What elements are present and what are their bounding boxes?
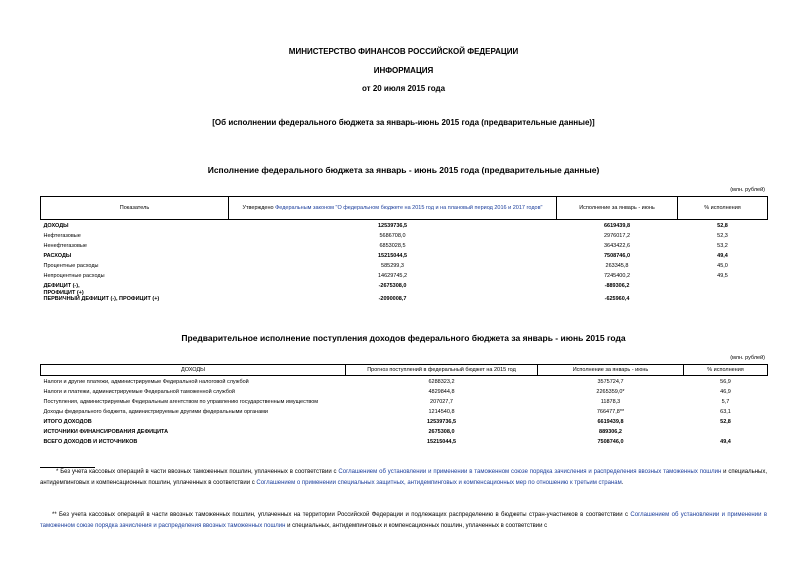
row-label: Поступления, администрируемые Федеральным агентством по управлению государственным имуществом <box>43 399 319 405</box>
row-executed: 6619439,8 <box>604 223 630 229</box>
row-executed: 263345,8 <box>605 263 629 269</box>
row-label: РАСХОДЫ <box>43 253 72 259</box>
ministry-title: МИНИСТЕРСТВО ФИНАНСОВ РОССИЙСКОЙ ФЕДЕРАЦИИ <box>288 47 519 56</box>
row-label: ВСЕГО ДОХОДОВ И ИСТОЧНИКОВ <box>43 439 138 445</box>
row-label: ИСТОЧНИКИ ФИНАНСИРОВАНИЯ ДЕФИЦИТА <box>43 429 169 435</box>
row-executed: 3643422,6 <box>604 243 630 249</box>
footnote-1-text-c: . <box>621 480 624 486</box>
footnote-2-text-b: и специальных, антидемпинговых и компенсационных пошлин, уплаченных в соответствии с <box>285 523 548 529</box>
row-approved: 585299,3 <box>381 263 404 269</box>
row-forecast: 2675308,0 <box>428 429 455 435</box>
row-percent: 56,9 <box>720 379 731 385</box>
row-executed: 3575724,7 <box>597 379 624 385</box>
row-executed: 2265359,0* <box>596 389 625 395</box>
row-label: Непроцентные расходы <box>43 273 105 279</box>
row-label: Ненефтегазовые <box>43 243 87 249</box>
income-body <box>41 376 768 450</box>
customs-agreement-link[interactable]: Соглашением об установлении и применении в таможенном союзе порядка зачисления и распределения ввозных таможенных пошлин <box>338 469 722 475</box>
row-approved: 5686708,0 <box>379 233 406 239</box>
row-forecast: 207027,7 <box>430 399 453 405</box>
table-header-row <box>41 197 768 220</box>
row-label: ИТОГО ДОХОДОВ <box>43 419 92 425</box>
column-header-execution: Исполнение за январь - июнь <box>538 365 684 376</box>
row-label: Налоги и платежи, администрируемые Федеральной таможенной службой <box>43 389 235 395</box>
budget-execution-body <box>41 220 768 307</box>
column-header-income: ДОХОДЫ <box>41 365 346 376</box>
table-row <box>41 283 768 296</box>
table-row <box>41 419 768 429</box>
column-header-execution: Исполнение за январь - июнь <box>557 197 678 220</box>
budget-execution-table <box>40 196 768 306</box>
column-header-percent: % исполнения <box>678 197 768 220</box>
row-executed: 11878,3 <box>600 399 621 405</box>
row-percent <box>678 283 768 296</box>
row-executed: 7508746,0 <box>597 439 624 445</box>
row-forecast: 1214540,8 <box>428 409 455 415</box>
row-forecast: 6288323,2 <box>428 379 455 385</box>
row-label: ПЕРВИЧНЫЙ ДЕФИЦИТ (-), ПРОФИЦИТ (+) <box>43 296 160 302</box>
row-percent <box>684 429 768 439</box>
table-row <box>41 439 768 449</box>
income-table <box>40 364 768 449</box>
row-executed: 6619439,8 <box>597 419 624 425</box>
row-percent: 52,8 <box>717 223 728 229</box>
row-percent: 5,7 <box>721 399 730 405</box>
table-row <box>41 253 768 263</box>
table-header-row <box>41 365 768 376</box>
info-title: ИНФОРМАЦИЯ <box>373 66 434 75</box>
row-approved: 6853028,5 <box>379 243 406 249</box>
row-label: ДОХОДЫ <box>43 223 69 229</box>
section2-title: Предварительное исполнение поступления доходов федерального бюджета за январь - июнь 2015 года <box>181 333 626 343</box>
column-header-forecast: Прогноз поступлений в федеральный бюджет на 2015 год <box>346 365 538 376</box>
document-subject: [Об исполнении федерального бюджета за январь-июнь 2015 года (предварительные данные)] <box>212 118 595 127</box>
federal-law-link[interactable]: Федеральным законом "О федеральном бюджете на 2015 год и на плановый период 2016 и 2017 годов" <box>275 205 543 211</box>
table-row <box>41 409 768 419</box>
row-label: Процентные расходы <box>43 263 99 269</box>
row-percent: 52,3 <box>717 233 728 239</box>
table-row <box>41 296 768 306</box>
row-label: ДЕФИЦИТ (-), ПРОФИЦИТ (+) <box>43 283 84 296</box>
row-executed: 766477,8** <box>596 409 625 415</box>
row-executed: 2976017,2 <box>604 233 630 239</box>
row-approved: -2675308,0 <box>378 283 407 289</box>
table-row <box>41 223 768 233</box>
row-approved: -2090008,7 <box>378 296 407 302</box>
row-forecast: 15215044,5 <box>426 439 457 445</box>
approved-prefix: Утверждено <box>242 205 276 211</box>
footnote-2 <box>40 510 767 532</box>
row-percent: 49,4 <box>720 439 731 445</box>
row-executed: 7508746,0 <box>604 253 630 259</box>
customs-agreement-link-2[interactable]: Соглашением об установлении и применении в таможенном союзе порядка зачисления и распределения ввозных таможенных пошлин <box>40 512 768 529</box>
row-label: Налоги и другие платежи, администрируемые Федеральной налоговой службой <box>43 379 249 385</box>
row-percent: 52,8 <box>720 419 731 425</box>
table-row <box>41 429 768 439</box>
row-percent: 46,9 <box>720 389 731 395</box>
row-executed: -625960,4 <box>604 296 630 302</box>
section2-units: (млн. рублей) <box>730 355 765 361</box>
table-row <box>41 263 768 273</box>
section1-title: Исполнение федерального бюджета за январь - июнь 2015 года (предварительные данные) <box>207 165 600 175</box>
column-header-approved <box>229 197 557 220</box>
row-approved: 14629745,2 <box>377 273 408 279</box>
document-date: от 20 июля 2015 года <box>361 84 446 93</box>
row-percent: 49,4 <box>717 253 728 259</box>
row-percent: 53,2 <box>717 243 728 249</box>
row-percent <box>678 296 768 306</box>
row-executed: -889306,2 <box>604 283 630 289</box>
table-row <box>41 233 768 243</box>
footnote-1-text-a: * Без учета кассовых операций в части ввозных таможенных пошлин, уплаченных в соответствии с <box>56 469 339 475</box>
table-row <box>41 243 768 253</box>
row-approved: 12539736,5 <box>377 223 408 229</box>
row-percent: 45,0 <box>717 263 728 269</box>
row-percent: 63,1 <box>720 409 731 415</box>
table-row <box>41 273 768 283</box>
row-label: Нефтегазовые <box>43 233 81 239</box>
row-executed: 889306,2 <box>599 429 622 435</box>
footnote-1-text-b: и специальных, антидемпинговых и компенсационных пошлин, уплаченных в соответствии с <box>40 469 768 486</box>
footnote-1 <box>40 467 767 489</box>
column-header-percent: % исполнения <box>684 365 768 376</box>
table-row <box>41 399 768 409</box>
table-row <box>41 379 768 389</box>
row-forecast: 12539736,5 <box>426 419 457 425</box>
row-approved: 15215044,5 <box>377 253 408 259</box>
row-label: Доходы федерального бюджета, администрируемые другими федеральными органами <box>43 409 269 415</box>
column-header-indicator: Показатель <box>41 197 229 220</box>
row-forecast: 4829844,8 <box>428 389 455 395</box>
table-row <box>41 389 768 399</box>
row-percent: 49,5 <box>717 273 728 279</box>
protective-measures-link[interactable]: Соглашением о применении специальных защитных, антидемпинговых и компенсационных мер по отношению к третьим странам <box>256 480 622 486</box>
row-executed: 7245400,2 <box>604 273 630 279</box>
footnote-2-text-a: ** Без учета кассовых операций в части ввозных таможенных пошлин, уплаченных на территории Российской Федерации и подлежащих распределению в бюджеты стран-участников в соответствии с <box>52 512 631 518</box>
section1-units: (млн. рублей) <box>730 187 765 193</box>
